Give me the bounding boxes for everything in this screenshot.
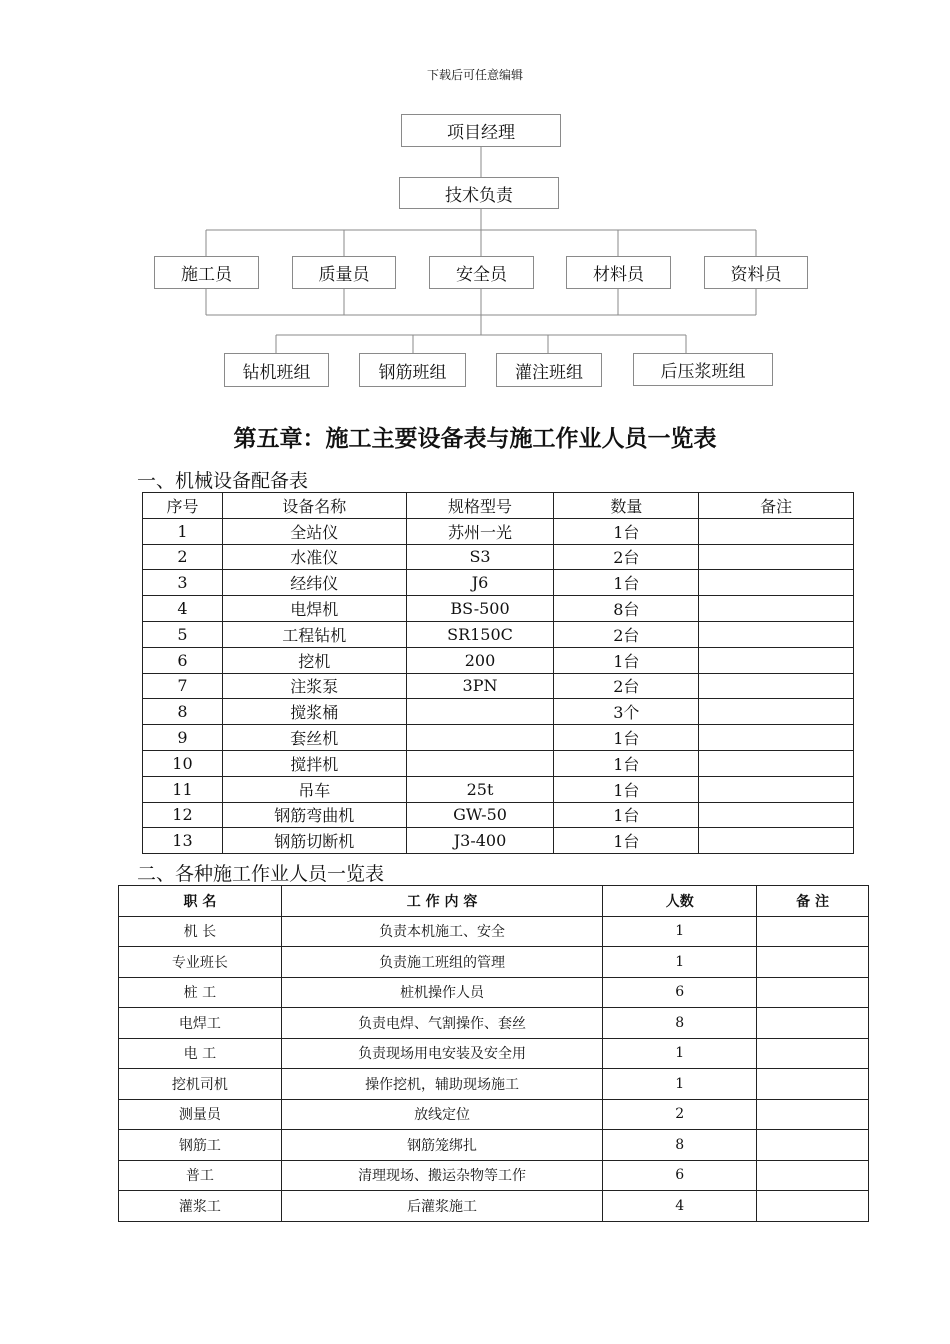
table-cell: 专业班长: [119, 947, 282, 978]
table-cell: 7: [143, 673, 223, 699]
table-row: [143, 621, 854, 647]
table-cell: 4: [603, 1191, 757, 1222]
table-cell: 2: [143, 544, 223, 570]
table-cell: 桩 工: [119, 977, 282, 1008]
header-cell: 数量: [554, 493, 699, 519]
table-cell: 挖机司机: [119, 1069, 282, 1100]
table-cell: [699, 699, 854, 725]
org-second-box: 技术负责: [399, 177, 559, 209]
table-cell: [699, 828, 854, 854]
table-cell: 3个: [554, 699, 699, 725]
table-cell: 1台: [554, 828, 699, 854]
table-cell: 机 长: [119, 916, 282, 947]
table-cell: 3PN: [406, 673, 554, 699]
table-row: [143, 725, 854, 751]
table-row: [119, 916, 869, 947]
table-row: [143, 750, 854, 776]
table-cell: 苏州一光: [406, 518, 554, 544]
table-cell: 1台: [554, 802, 699, 828]
table-row: [119, 1160, 869, 1191]
table-cell: 1台: [554, 750, 699, 776]
table-cell: [757, 1191, 869, 1222]
table-cell: 钢筋工: [119, 1130, 282, 1161]
table-cell: [406, 699, 554, 725]
table-cell: J6: [406, 570, 554, 596]
table-cell: 负责施工班组的管理: [281, 947, 603, 978]
table-cell: [757, 916, 869, 947]
table-cell: 负责电焊、气割操作、套丝: [281, 1008, 603, 1039]
table-cell: BS-500: [406, 596, 554, 622]
table-cell: 8台: [554, 596, 699, 622]
org-role-box: 质量员: [292, 256, 396, 289]
table-cell: 10: [143, 750, 223, 776]
table-row: [143, 544, 854, 570]
table-cell: 2台: [554, 673, 699, 699]
table-cell: 2: [603, 1099, 757, 1130]
table-row: [143, 802, 854, 828]
table-cell: 电焊机: [222, 596, 406, 622]
header-cell: 序号: [143, 493, 223, 519]
org-team-box: 后压浆班组: [633, 353, 773, 386]
table-cell: 11: [143, 776, 223, 802]
table-cell: J3-400: [406, 828, 554, 854]
table-cell: 3: [143, 570, 223, 596]
org-team-box: 灌注班组: [496, 353, 602, 387]
table-cell: 1台: [554, 776, 699, 802]
org-role-box: 安全员: [429, 256, 534, 289]
table-cell: 1: [603, 947, 757, 978]
table-cell: [757, 947, 869, 978]
table-cell: 1: [603, 916, 757, 947]
table-cell: 普工: [119, 1160, 282, 1191]
table-row: [143, 828, 854, 854]
header-cell: 设备名称: [222, 493, 406, 519]
table-row: [143, 699, 854, 725]
table-row: [143, 673, 854, 699]
table-cell: [699, 725, 854, 751]
table-cell: 挖机: [222, 647, 406, 673]
table-row: [119, 1099, 869, 1130]
table-cell: [699, 776, 854, 802]
personnel-table-header: [119, 886, 869, 917]
table-cell: [699, 544, 854, 570]
table-cell: [699, 802, 854, 828]
table-cell: [757, 1008, 869, 1039]
table-cell: 后灌浆施工: [281, 1191, 603, 1222]
table-cell: 桩机操作人员: [281, 977, 603, 1008]
table-cell: [757, 1160, 869, 1191]
table-row: [143, 570, 854, 596]
table-cell: 200: [406, 647, 554, 673]
section1-title: 一、机械设备配备表: [137, 470, 309, 492]
table-cell: [699, 518, 854, 544]
table-cell: 8: [603, 1008, 757, 1039]
table-cell: S3: [406, 544, 554, 570]
table-cell: 灌浆工: [119, 1191, 282, 1222]
equipment-table: [142, 492, 854, 854]
table-row: [119, 1069, 869, 1100]
org-chart: [0, 0, 950, 400]
table-cell: 1: [603, 1038, 757, 1069]
table-cell: [699, 621, 854, 647]
table-cell: 5: [143, 621, 223, 647]
table-cell: 6: [603, 1160, 757, 1191]
org-team-box: 钻机班组: [224, 353, 329, 387]
table-cell: 1: [603, 1069, 757, 1100]
table-cell: [757, 1038, 869, 1069]
table-cell: 1: [143, 518, 223, 544]
table-cell: 放线定位: [281, 1099, 603, 1130]
table-cell: 水准仪: [222, 544, 406, 570]
table-row: [119, 1038, 869, 1069]
table-cell: 钢筋弯曲机: [222, 802, 406, 828]
table-cell: 25t: [406, 776, 554, 802]
table-cell: [757, 1130, 869, 1161]
table-row: [119, 1191, 869, 1222]
table-cell: 8: [603, 1130, 757, 1161]
table-cell: 1台: [554, 518, 699, 544]
table-cell: 操作挖机，辅助现场施工: [281, 1069, 603, 1100]
header-cell: 工 作 内 容: [281, 886, 603, 917]
table-cell: [699, 596, 854, 622]
table-cell: [406, 725, 554, 751]
table-cell: 全站仪: [222, 518, 406, 544]
table-cell: 搅浆桶: [222, 699, 406, 725]
table-cell: 套丝机: [222, 725, 406, 751]
table-cell: 钢筋切断机: [222, 828, 406, 854]
table-cell: 钢筋笼绑扎: [281, 1130, 603, 1161]
table-cell: 6: [143, 647, 223, 673]
table-row: [119, 977, 869, 1008]
table-cell: [757, 1099, 869, 1130]
table-cell: [406, 750, 554, 776]
equipment-table-header: [143, 493, 854, 519]
table-cell: [699, 673, 854, 699]
table-row: [143, 776, 854, 802]
table-row: [143, 596, 854, 622]
table-cell: 1台: [554, 570, 699, 596]
table-cell: GW-50: [406, 802, 554, 828]
table-cell: 电 工: [119, 1038, 282, 1069]
table-cell: [699, 647, 854, 673]
table-cell: 电焊工: [119, 1008, 282, 1039]
table-cell: 2台: [554, 621, 699, 647]
header-cell: 人数: [603, 886, 757, 917]
org-role-box: 材料员: [566, 256, 671, 289]
table-cell: 13: [143, 828, 223, 854]
personnel-table: [118, 885, 869, 1222]
table-cell: 搅拌机: [222, 750, 406, 776]
table-row: [143, 518, 854, 544]
header-cell: 职 名: [119, 886, 282, 917]
table-cell: 2台: [554, 544, 699, 570]
table-cell: 吊车: [222, 776, 406, 802]
table-cell: 1台: [554, 647, 699, 673]
table-cell: 负责本机施工、安全: [281, 916, 603, 947]
org-team-box: 钢筋班组: [359, 353, 466, 387]
table-cell: 测量员: [119, 1099, 282, 1130]
table-cell: 注浆泵: [222, 673, 406, 699]
header-note: 下载后可任意编辑: [426, 68, 523, 82]
header-cell: 备 注: [757, 886, 869, 917]
table-row: [143, 647, 854, 673]
table-cell: 6: [603, 977, 757, 1008]
table-cell: 4: [143, 596, 223, 622]
table-row: [119, 1130, 869, 1161]
table-cell: SR150C: [406, 621, 554, 647]
table-cell: 清理现场、搬运杂物等工作: [281, 1160, 603, 1191]
table-cell: 12: [143, 802, 223, 828]
table-cell: 负责现场用电安装及安全用: [281, 1038, 603, 1069]
table-row: [119, 947, 869, 978]
org-role-box: 资料员: [704, 256, 808, 289]
table-row: [119, 1008, 869, 1039]
table-cell: 经纬仪: [222, 570, 406, 596]
table-cell: [757, 1069, 869, 1100]
header-cell: 规格型号: [406, 493, 554, 519]
chapter-title: 第五章：施工主要设备表与施工作业人员一览表: [233, 425, 717, 452]
table-cell: 8: [143, 699, 223, 725]
table-cell: [699, 750, 854, 776]
table-cell: 1台: [554, 725, 699, 751]
org-top-box: 项目经理: [401, 114, 561, 147]
section2-title: 二、各种施工作业人员一览表: [137, 863, 385, 885]
table-cell: [699, 570, 854, 596]
table-cell: 9: [143, 725, 223, 751]
header-cell: 备注: [699, 493, 854, 519]
table-cell: [757, 977, 869, 1008]
table-cell: 工程钻机: [222, 621, 406, 647]
org-role-box: 施工员: [154, 256, 259, 289]
